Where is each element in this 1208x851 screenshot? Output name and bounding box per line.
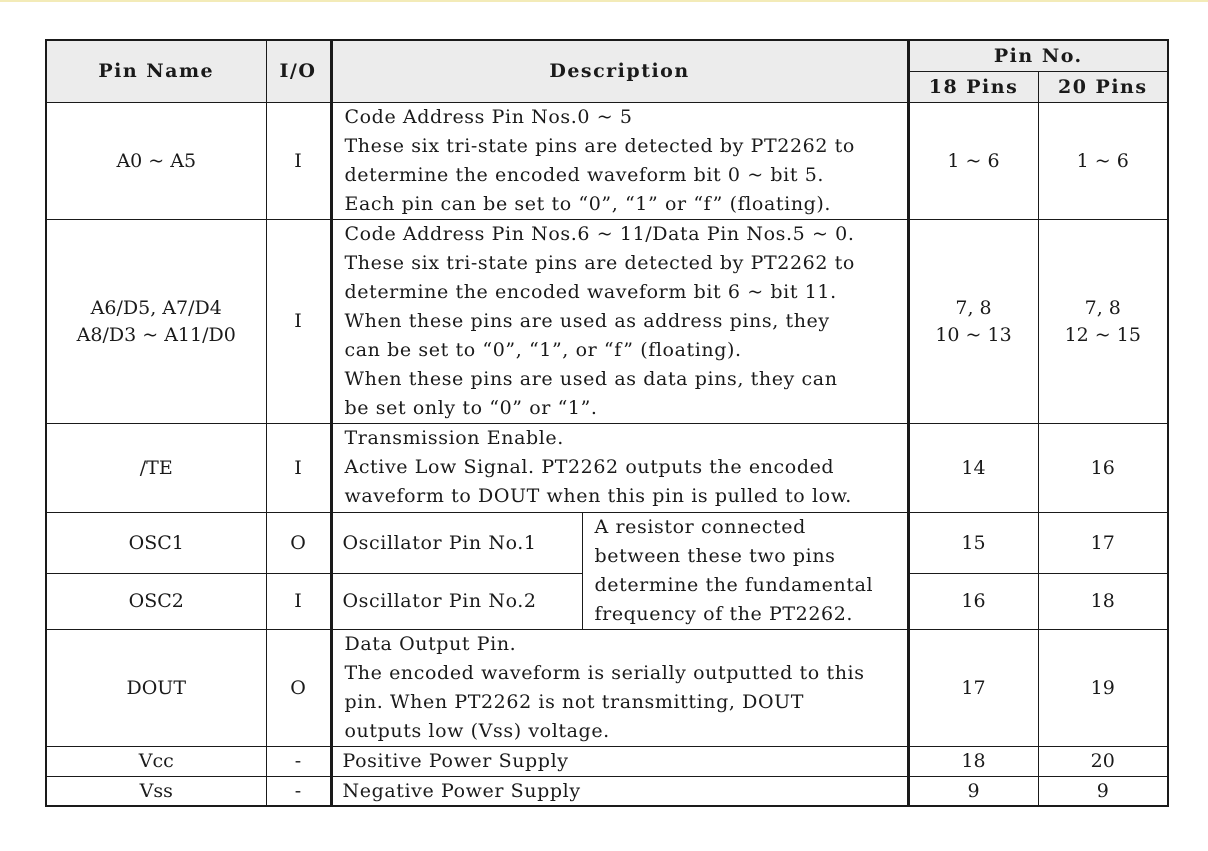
pin-18-cell [908, 629, 1038, 746]
description-line: outputs low (Vss) voltage. [344, 719, 610, 742]
description-cell [331, 629, 908, 746]
description-line: waveform to DOUT when this pin is pulled to low. [344, 485, 852, 507]
pin-name: A8/D3 ~ A11/D0 [76, 323, 236, 346]
pin-18-number: 17 [961, 676, 986, 699]
pin-name: DOUT [126, 676, 186, 699]
pin-18-number: 15 [961, 531, 986, 554]
pin-18-number: 7, 8 [955, 296, 992, 319]
description-line: A resistor connected [594, 515, 806, 538]
header-pin-no: Pin No. [908, 40, 1168, 71]
pin-name: OSC1 [128, 531, 184, 554]
pin-18-cell [908, 102, 1038, 219]
pin-name-cell [46, 512, 266, 573]
description-line: Code Address Pin Nos.6 ~ 11/Data Pin Nos.5 ~ 0. [344, 222, 855, 245]
pin-20-number: 19 [1090, 676, 1115, 699]
pin-18-cell [908, 423, 1038, 512]
pin-20-number: 1 ~ 6 [1076, 149, 1129, 172]
io-cell: O [266, 512, 331, 573]
pin-20-number: 9 [1096, 779, 1109, 802]
header-pin-name: Pin Name [46, 40, 266, 102]
table-row [46, 746, 1168, 776]
pin-18-number: 14 [961, 456, 986, 479]
description-cell [331, 423, 908, 512]
pin-20-number: 18 [1090, 590, 1115, 612]
pin-20-number: 12 ~ 15 [1064, 323, 1141, 346]
description-line: Data Output Pin. [344, 632, 517, 655]
description-line: Code Address Pin Nos.0 ~ 5 [344, 105, 633, 128]
pin-20-cell [1038, 776, 1168, 806]
pin-name: Vss [139, 779, 173, 802]
io-cell: O [266, 629, 331, 746]
description-line: determine the fundamental [594, 573, 874, 596]
pin-20-cell [1038, 629, 1168, 746]
description-line: Oscillator Pin No.1 [342, 531, 537, 554]
pin-18-cell [908, 219, 1038, 423]
pin-description-table [45, 39, 1169, 807]
description-line: When these pins are used as data pins, they can [344, 367, 838, 390]
pin-18-number: 9 [967, 779, 980, 802]
pin-18-cell [908, 746, 1038, 776]
pin-18-cell [908, 512, 1038, 573]
header-row [46, 40, 1168, 71]
description-cell [331, 102, 908, 219]
description-line: determine the encoded waveform bit 0 ~ bit 5. [344, 163, 825, 186]
pin-20-number: 7, 8 [1084, 296, 1121, 319]
pin-18-number: 1 ~ 6 [947, 149, 1000, 172]
io-cell: I [266, 573, 331, 629]
pin-20-cell [1038, 746, 1168, 776]
pin-18-number: 16 [961, 590, 986, 612]
description-line: Each pin can be set to “0”, “1” or “f” (floating). [344, 192, 832, 215]
pin-20-cell [1038, 512, 1168, 573]
description-cell [331, 512, 582, 573]
description-line: determine the encoded waveform bit 6 ~ bit 11. [344, 280, 837, 303]
pin-20-cell [1038, 423, 1168, 512]
pin-20-number: 17 [1090, 531, 1115, 554]
pin-18-number: 18 [961, 750, 986, 772]
table-row [46, 102, 1168, 219]
description-cell [331, 776, 908, 806]
pin-20-cell [1038, 102, 1168, 219]
pin-name: OSC2 [128, 590, 184, 612]
pin-name: A6/D5, A7/D4 [90, 296, 222, 319]
table-row [46, 423, 1168, 512]
pin-name-cell [46, 573, 266, 629]
pin-name-cell [46, 423, 266, 512]
description-line: between these two pins [594, 544, 836, 567]
io-cell: I [266, 423, 331, 512]
table-row [46, 512, 1168, 573]
header-20-pins: 20 Pins [1038, 71, 1168, 102]
pin-20-cell [1038, 573, 1168, 629]
io-cell: - [266, 746, 331, 776]
pin-name-cell [46, 746, 266, 776]
pin-name-cell [46, 776, 266, 806]
io-cell: I [266, 102, 331, 219]
io-cell: I [266, 219, 331, 423]
pin-name-cell [46, 629, 266, 746]
pin-name-cell [46, 219, 266, 423]
header-io: I/O [266, 40, 331, 102]
description-line: Positive Power Supply [342, 750, 569, 772]
pin-20-number: 16 [1090, 456, 1115, 479]
pin-18-cell [908, 776, 1038, 806]
description-line: When these pins are used as address pins, they [344, 309, 830, 332]
table-row [46, 629, 1168, 746]
io-cell: - [266, 776, 331, 806]
description-cell [331, 746, 908, 776]
pin-name: /TE [139, 456, 173, 479]
header-18-pins: 18 Pins [908, 71, 1038, 102]
description-line: Transmission Enable. [344, 427, 564, 449]
table-row [46, 776, 1168, 806]
top-rule [0, 0, 1208, 2]
oscillator-shared-note [582, 512, 908, 629]
description-line: frequency of the PT2262. [594, 602, 854, 625]
pin-name-cell [46, 102, 266, 219]
pin-name: Vcc [138, 750, 174, 772]
description-line: be set only to “0” or “1”. [344, 396, 598, 419]
pin-20-number: 20 [1090, 750, 1115, 772]
pin-20-cell [1038, 219, 1168, 423]
pin-18-number: 10 ~ 13 [935, 323, 1012, 346]
description-line: Negative Power Supply [342, 779, 581, 802]
table-row [46, 219, 1168, 423]
description-line: Active Low Signal. PT2262 outputs the encoded [344, 456, 835, 478]
description-cell [331, 573, 582, 629]
description-line: The encoded waveform is serially outputted to this [344, 661, 865, 684]
header-description: Description [331, 40, 908, 102]
description-line: These six tri-state pins are detected by PT2262 to [344, 251, 855, 274]
description-line: Oscillator Pin No.2 [342, 590, 537, 612]
pin-name: A0 ~ A5 [116, 149, 197, 172]
description-cell [331, 219, 908, 423]
description-line: can be set to “0”, “1”, or “f” (floating). [344, 338, 742, 361]
pin-18-cell [908, 573, 1038, 629]
description-line: These six tri-state pins are detected by PT2262 to [344, 134, 855, 157]
description-line: pin. When PT2262 is not transmitting, DOUT [344, 690, 805, 713]
